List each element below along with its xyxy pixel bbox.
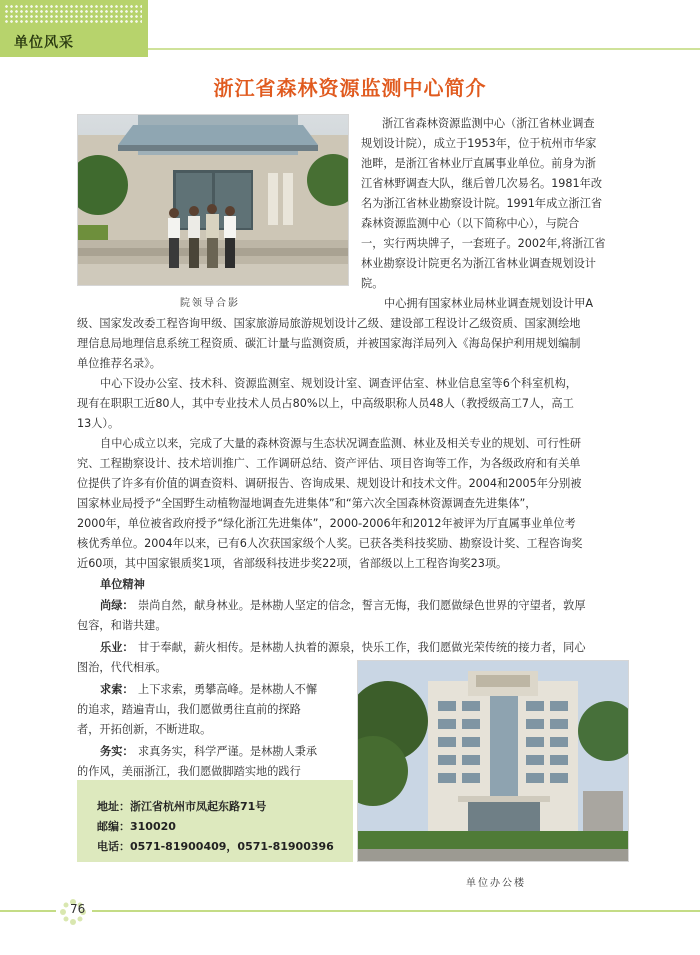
para-line: 位提供了许多有价值的调查资料、调研报告、咨询成果、规划设计和技术文件。2004和2005年分别被 (77, 477, 582, 490)
para-line: 核优秀单位。2004年以来，已有6人次获国家级个人奖。已获各类科技奖励、勘察设计奖、工程咨询奖 (77, 537, 583, 550)
section-tab (0, 0, 148, 57)
spirit-line: 崇尚自然，献身林业。是林勘人坚定的信念，誓言无悔，我们愿做绿色世界的守望者，敦厚 (138, 599, 586, 612)
para-line: 近60项，其中国家银质奖1项，省部级科技进步奖22项，省部级以上工程咨询奖23项。 (77, 557, 508, 570)
spirit-key: 尚绿： (100, 599, 134, 612)
para-line: 13人）。 (77, 417, 120, 430)
para-line: 自中心成立以来，完成了大量的森林资源与生态状况调查监测、林业及相关专业的规划、可行性研 (100, 437, 582, 450)
spirit-line: 求真务实，科学严谨。是林勘人秉承 (138, 745, 318, 758)
phone-text: 电话：0571-81900409，0571-81900396 (97, 840, 334, 853)
intro-line: 一，实行两块牌子，一套班子。2002年,将浙江省 (361, 237, 606, 250)
header-rule (148, 48, 700, 50)
intro-line: 规划设计院），成立于1953年，位于杭州市华家 (361, 137, 597, 150)
spirit-line: 甘于奉献，薪火相传。是林勘人执着的源泉，快乐工作，我们愿做光荣传统的接力者，同心 (138, 641, 586, 654)
section-label: 单位风采 (14, 35, 74, 51)
spirit-key: 求索： (100, 683, 134, 696)
intro-line: 池畔，是浙江省林业厅直属事业单位。前身为浙 (361, 157, 596, 170)
para-line: 2000年，单位被省政府授予“绿化浙江先进集体”，2000-2006年和2012年被评为厅直属事业单位考 (77, 517, 576, 530)
leaders-photo-caption: 院领导合影 (180, 298, 240, 309)
contact-box (77, 780, 353, 862)
page-number: 76 (70, 902, 86, 916)
office-building-photo (357, 660, 629, 862)
postcode-text: 邮编：310020 (97, 820, 176, 833)
footer-rule (92, 910, 700, 912)
para-line: 中心下设办公室、技术科、资源监测室、规划设计室、调查评估室、林业信息室等6个科室机构， (100, 377, 577, 390)
spirit-key: 务实： (100, 745, 134, 758)
intro-line: 林业勘察设计院更名为浙江省林业调查规划设计 (361, 257, 596, 270)
spirit-line: 图治，代代相承。 (77, 661, 167, 674)
spirit-line: 上下求索，勇攀高峰。是林勘人不懈 (138, 683, 318, 696)
footer-rule (0, 910, 56, 912)
dot-pattern (4, 4, 142, 24)
para-line: 级、国家发改委工程咨询甲级、国家旅游局旅游规划设计乙级、建设部工程设计乙级资质、国家测绘地 (77, 317, 581, 330)
para-line: 中心拥有国家林业局林业调查规划设计甲A (384, 297, 594, 310)
intro-line: 江省林野调查大队，继后曾几次易名。1981年改 (361, 177, 603, 190)
intro-line: 浙江省森林资源监测中心（浙江省林业调查 (382, 117, 595, 130)
para-line: 国家林业局授予“全国野生动植物湿地调查先进集体”和“第六次全国森林资源调查先进集体”， (77, 497, 537, 510)
spirit-line: 的追求，踏遍青山，我们愿做勇往直前的探路 (77, 703, 301, 716)
office-photo-caption: 单位办公楼 (466, 878, 526, 889)
para-line: 理信息局地理信息系统工程资质、碳汇计量与监测资质，并被国家海洋局列入《海岛保护利用规划编制 (77, 337, 581, 350)
intro-line: 名为浙江省林业勘察设计院。1991年成立浙江省 (361, 197, 603, 210)
spirit-heading: 单位精神 (100, 578, 145, 591)
para-line: 现有在职职工近80人，其中专业技术人员占80%以上，中高级职称人员48人（教授级高工7人，高工 (77, 397, 574, 410)
spirit-line: 的作风，美丽浙江，我们愿做脚踏实地的践行 (77, 765, 301, 778)
leaders-group-photo (77, 114, 349, 286)
spirit-line: 包容，和谐共建。 (77, 619, 167, 632)
intro-line: 院。 (361, 277, 384, 290)
address-text: 地址：浙江省杭州市凤起东路71号 (97, 800, 267, 813)
para-line: 究、工程勘察设计、技术培训推广、工作调研总结、资产评估、项目咨询等工作，为各级政府和有关单 (77, 457, 581, 470)
para-line: 单位推荐名录》。 (77, 357, 161, 370)
intro-line: 森林资源监测中心（以下简称中心），与院合 (361, 217, 580, 230)
spirit-line: 者，开拓创新，不断进取。 (77, 723, 212, 736)
page-title: 浙江省森林资源监测中心简介 (213, 76, 487, 100)
spirit-key: 乐业： (100, 641, 134, 654)
